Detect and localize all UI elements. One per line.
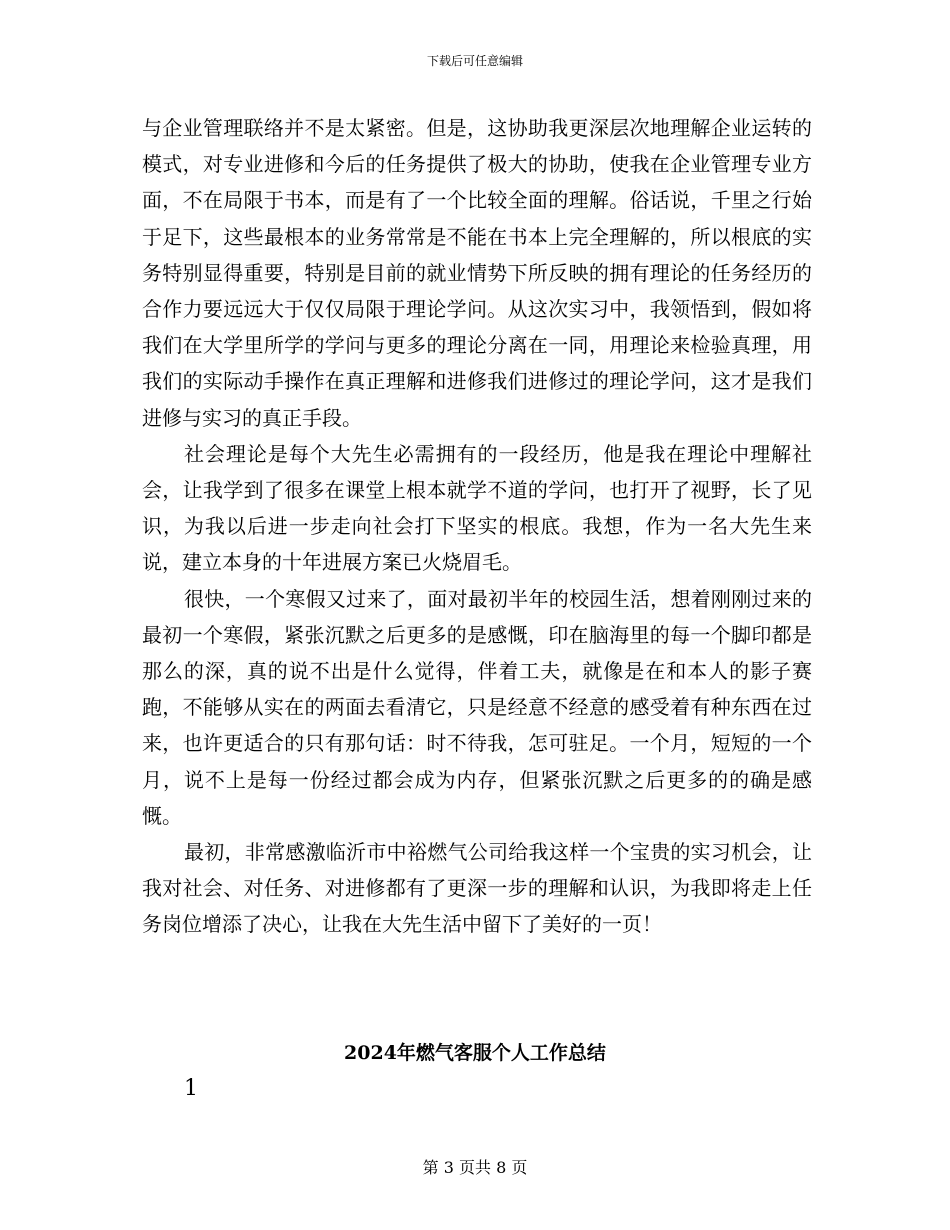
page-header-note: 下载后可任意编辑 bbox=[426, 54, 523, 68]
paragraph-winter-vacation: 很快，一个寒假又过来了，面对最初半年的校园生活，想着刚刚过来的最初一个寒假，紧张沉默之后更多的是感慨，印在脑海里的每一个脚印都是那么的深，真的说不出是什么觉得，伴着工夫，就像是在和本人的影子赛跑，不能够从实在的两面去看清它，只是经意不经意的感受着有种东西在过来，也许更适合的只有那句话：时不待我，怎可驻足。一个月，短短的一个月，说不上是每一份经过都会成为内存，但紧张沉默之后更多的的确是感慨。 bbox=[142, 586, 812, 828]
paragraph-thanks: 最初，非常感激临沂市中裕燃气公司给我这样一个宝贵的实习机会，让我对社会、对任务、对进修都有了更深一步的理解和认识，为我即将走上任务岗位增添了决心，让我在大先生活中留下了美好的一页！ bbox=[142, 840, 812, 937]
section-title: 2024年燃气客服个人工作总结 bbox=[344, 1042, 606, 1064]
document-body bbox=[142, 110, 812, 943]
paragraph-social-practice: 社会理论是每个大先生必需拥有的一段经历，他是我在理论中理解社会，让我学到了很多在课堂上根本就学不道的学问，也打开了视野，长了见识，为我以后进一步走向社会打下坚实的根底。我想，作为一名大先生来说，建立本身的十年进展方案已火烧眉毛。 bbox=[142, 441, 812, 575]
page-footer-number: 第 3 页共 8 页 bbox=[422, 1158, 528, 1177]
paragraph-continuation: 与企业管理联络并不是太紧密。但是，这协助我更深层次地理解企业运转的模式，对专业进修和今后的任务提供了极大的协助，使我在企业管理专业方面，不在局限于书本，而是有了一个比较全面的理解。俗话说，千里之行始于足下，这些最根本的业务常常是不能在书本上完全理解的，所以根底的实务特别显得重要，特别是目前的就业情势下所反映的拥有理论的任务经历的合作力要远远大于仅仅局限于理论学问。从这次实习中，我领悟到，假如将我们在大学里所学的学问与更多的理论分离在一同，用理论来检验真理，用我们的实际动手操作在真正理解和进修我们进修过的理论学问，这才是我们进修与实习的真正手段。 bbox=[142, 116, 812, 430]
section-number: 1 bbox=[184, 1076, 198, 1101]
